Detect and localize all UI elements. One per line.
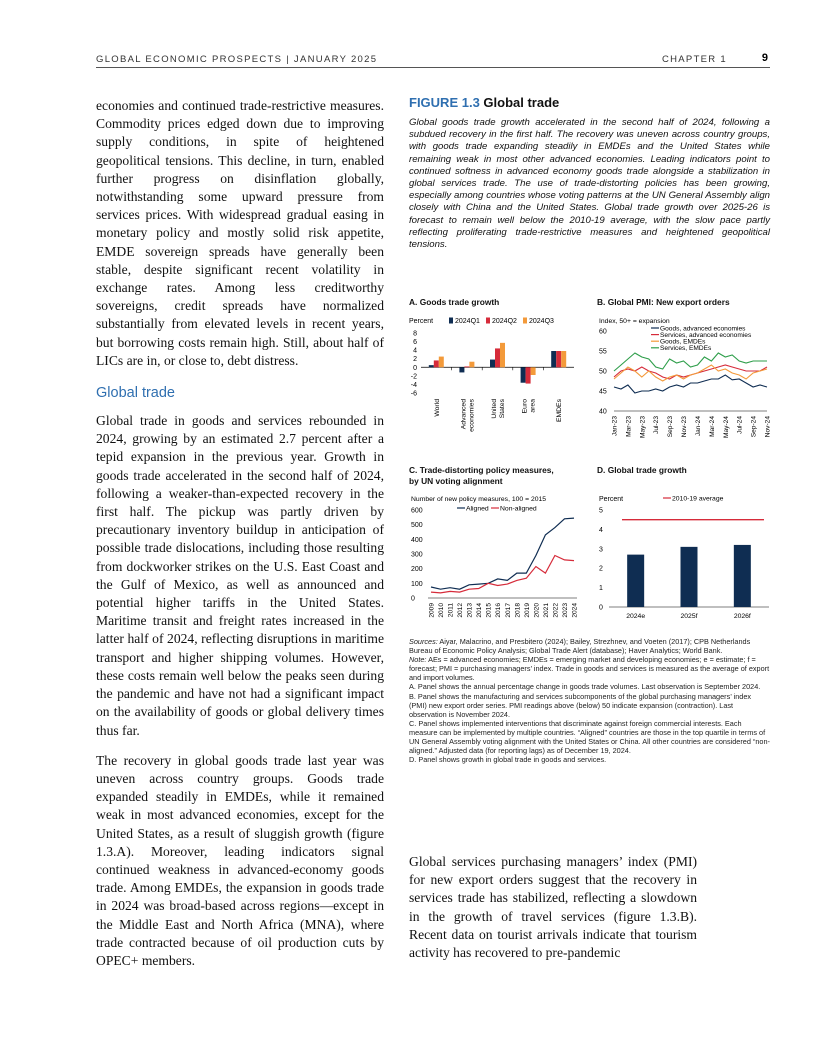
bar-United States-2024Q2 bbox=[495, 348, 500, 367]
chart-panel-c bbox=[409, 490, 589, 630]
paragraph-1: economies and continued trade-restrictive measures. Commodity prices edged down due to improving supply conditions, in spite of heightened geopolitical tensions. This decline, in turn, enabled further progress on disinflation globally, notwithstanding some upward pressure from services prices. With widespread gradual easing in monetary policy and mostly solid risk appetite, EMDE sovereign spreads have generally been stable, despite significant recent volatility in exchange rates. Among less creditworthy sovereigns, credit spreads have normalized substantially from elevated levels in recent years, but borrowing costs remain high. Still, about half of LICs are in, or close to, debt distress. bbox=[96, 98, 384, 368]
bar-United States-2024Q1 bbox=[490, 360, 495, 368]
x-tick-label: May-23 bbox=[639, 416, 647, 438]
bar-Euro area-2024Q2 bbox=[526, 367, 531, 383]
figure-caption: Global goods trade growth accelerated in the second half of 2024, following a subdued recovery in the first half. The recovery was uneven across country groups, with goods trade expanding steadily in EMDEs and the United States while remaining weak in most other advanced economies. Leading indicators point to continued softness in advanced economy goods trade alongside a stabilization in global services trade. The use of trade-distorting policies has been growing, especially among countries whose voting patterns at the UN General Assembly align closely with China and the United States. Global trade growth over 2025-26 is forecast to remain well below the 2010-19 average, with the slow pace partly reflecting proliferating trade-restrictive measures and heightened geopolitical tensions. bbox=[409, 117, 770, 251]
x-tick-label: Jan-23 bbox=[611, 416, 619, 437]
y-tick-label: 2 bbox=[413, 356, 417, 364]
x-tick-label: Nov-24 bbox=[764, 416, 772, 438]
note-label: Note: bbox=[409, 655, 427, 665]
x-tick-label: Jul-23 bbox=[653, 416, 661, 434]
x-tick-label: 2024 bbox=[571, 603, 579, 618]
panel-a-title: A. Goods trade growth bbox=[409, 297, 500, 307]
legend-label-Services, EMDEs: Services, EMDEs bbox=[660, 345, 712, 353]
abbrev-note bbox=[409, 655, 770, 682]
y-tick-label: 55 bbox=[599, 348, 607, 356]
x-tick-label: World bbox=[433, 399, 441, 417]
y-tick-label: 4 bbox=[599, 526, 603, 534]
y-tick-label: 6 bbox=[413, 339, 417, 347]
y-axis-label: Index, 50+ = expansion bbox=[599, 318, 670, 325]
legend-label-Goods, advanced economies: Goods, advanced economies bbox=[660, 325, 746, 333]
x-tick-label: Sep-23 bbox=[667, 416, 675, 438]
y-tick-label: -6 bbox=[410, 390, 417, 398]
sources-label: Sources: bbox=[409, 637, 438, 646]
y-tick-label: 100 bbox=[411, 580, 423, 588]
series-line-Aligned bbox=[431, 518, 574, 589]
running-header bbox=[96, 51, 770, 67]
y-tick-label: 300 bbox=[411, 551, 423, 559]
x-tick-label: Jul-24 bbox=[736, 416, 744, 434]
panel-c-title bbox=[409, 465, 554, 486]
x-tick-label: area bbox=[529, 399, 537, 413]
bar-EMDEs-2024Q1 bbox=[551, 351, 556, 367]
y-tick-label: 0 bbox=[411, 595, 415, 603]
paragraph-3: The recovery in global goods trade last year was uneven across country groups. Goods trade expanded steadily in EMDEs, while it remained weak in most advanced economies, except for the United States, as a result of sluggish growth (figure 1.3.A). Moreover, leading indicators signal continued weakness in advanced-economy goods trade. Among EMDEs, the expansion in goods trade in 2024 was broad-based across regions—except in the Middle East and North Africa (MNA), where trade contracted because of oil production cuts by OPEC+ members. bbox=[96, 752, 384, 968]
x-tick-label: 2026f bbox=[733, 613, 751, 620]
x-tick-label: 2016 bbox=[495, 603, 503, 618]
y-tick-label: 500 bbox=[411, 522, 423, 530]
y-tick-label: 200 bbox=[411, 566, 423, 574]
figure-title bbox=[409, 95, 770, 110]
note-text: AEs = advanced economies; EMDEs = emerging market and developing economies; e = estimate; f = forecast; PMI = purchasing managers’ index. Trade in goods and services is measured as the average of export and import volumes. bbox=[409, 655, 770, 683]
section-heading: Global trade bbox=[96, 385, 175, 402]
sources-text: Aiyar, Malacrino, and Presbitero (2024); Bailey, Strezhnev, and Voeten (2017); CPB Netherlands Bureau of Economic Policy Analysis; Global Trade Alert (database); Haver Analytics; World Bank. bbox=[409, 637, 751, 656]
x-tick-label: 2017 bbox=[504, 603, 512, 618]
bar-2026f bbox=[734, 545, 751, 607]
legend-label-2024Q3: 2024Q3 bbox=[529, 318, 554, 325]
x-tick-label: Sep-24 bbox=[750, 416, 758, 438]
header-rule bbox=[96, 67, 770, 68]
sources-note bbox=[409, 637, 770, 655]
x-tick-label: 2011 bbox=[447, 603, 455, 618]
x-tick-label: EMDEs bbox=[556, 399, 564, 423]
bar-World-2024Q3 bbox=[439, 357, 444, 368]
figure-block bbox=[409, 95, 770, 251]
note-a: A. Panel shows the annual percentage change in goods trade volumes. Last observation is September 2024. bbox=[409, 682, 761, 692]
bar-EMDEs-2024Q3 bbox=[561, 351, 566, 367]
x-tick-label: 2022 bbox=[552, 603, 560, 618]
y-tick-label: 45 bbox=[599, 388, 607, 396]
y-axis-label: Percent bbox=[409, 318, 434, 325]
legend-label-reference: 2010-19 average bbox=[672, 495, 724, 503]
legend-swatch-2024Q2 bbox=[486, 318, 490, 324]
page-number: 9 bbox=[761, 52, 768, 64]
y-tick-label: 8 bbox=[413, 330, 417, 338]
paragraph-2: Global trade in goods and services rebounded in 2024, growing by an estimated 2.7 percent after a tepid expansion in the previous year. Growth in goods trade accelerated in the second half of 2024, following a weaker-than-expected recovery in the first half. The pickup was partly driven by precautionary inventory buildup in anticipation of possible trade dislocations, including those resulting from dockworker strikes on the U.S. East Coast and the Gulf of Mexico, as well as announced and potential higher tariffs in the United States. Maritime transit and freight rates increased in the latter half of 2024, reflecting disruptions in maritime transport and higher shipping volumes. However, these costs remain well below the peaks seen during the pandemic and have not had a significant impact on the availability of goods or global delivery times thus far. bbox=[96, 413, 384, 738]
y-axis-label: Percent bbox=[599, 496, 624, 503]
legend-label-Aligned: Aligned bbox=[466, 505, 489, 513]
y-tick-label: 0 bbox=[413, 364, 417, 372]
y-tick-label: 60 bbox=[599, 328, 607, 336]
x-tick-label: May-24 bbox=[722, 416, 730, 438]
x-tick-label: 2014 bbox=[476, 603, 484, 618]
x-tick-label: 2019 bbox=[523, 603, 531, 618]
legend-label-2024Q1: 2024Q1 bbox=[455, 318, 480, 325]
bar-2025f bbox=[681, 547, 698, 607]
legend-label-Services, advanced economies: Services, advanced economies bbox=[660, 331, 752, 339]
x-tick-label: 2013 bbox=[466, 603, 474, 618]
panel-c-title-line2: by UN voting alignment bbox=[409, 475, 503, 486]
x-tick-label: Euro bbox=[521, 399, 529, 414]
running-header-title: GLOBAL ECONOMIC PROSPECTS | JANUARY 2025 bbox=[96, 54, 378, 65]
y-tick-label: 1 bbox=[599, 585, 603, 593]
note-c: C. Panel shows implemented interventions that discriminate against foreign commercial interests. Each measure can be implemented by multiple countries. “Aligned” countries are those in the top quartile in terms of UN General Assembly voting alignment with the United States or China. All other countries are considered “non-aligned.” Adjusted data (for reporting lags) as of December 19, 2024. bbox=[409, 718, 770, 756]
series-line-Services, EMDEs bbox=[614, 353, 767, 371]
bar-Advanced economies-2024Q2 bbox=[464, 366, 469, 367]
figure-label: FIGURE 1.3 bbox=[409, 95, 480, 110]
series-line-Non-aligned bbox=[431, 556, 574, 593]
figure-notes bbox=[409, 637, 770, 764]
x-tick-label: 2021 bbox=[542, 603, 550, 618]
bar-World-2024Q2 bbox=[434, 360, 439, 367]
bar-Euro area-2024Q1 bbox=[521, 367, 526, 382]
bar-United States-2024Q3 bbox=[500, 343, 505, 367]
y-tick-label: 0 bbox=[599, 604, 603, 612]
panel-c-title-line1: C. Trade-distorting policy measures, bbox=[409, 465, 554, 475]
chart-panel-a bbox=[409, 312, 589, 447]
y-tick-label: 2 bbox=[599, 565, 603, 573]
bar-World-2024Q1 bbox=[429, 365, 434, 367]
y-tick-label: 50 bbox=[599, 368, 607, 376]
y-tick-label: -2 bbox=[410, 373, 417, 381]
bar-Advanced economies-2024Q3 bbox=[469, 362, 474, 368]
x-tick-label: Mar-23 bbox=[625, 416, 633, 437]
y-tick-label: 5 bbox=[599, 507, 603, 515]
x-tick-label: 2010 bbox=[438, 603, 446, 618]
chart-panel-d bbox=[597, 490, 772, 625]
y-tick-label: 600 bbox=[411, 507, 423, 515]
x-tick-label: economies bbox=[468, 399, 476, 432]
y-tick-label: 400 bbox=[411, 536, 423, 544]
y-tick-label: 40 bbox=[599, 408, 607, 416]
x-tick-label: 2025f bbox=[680, 613, 698, 620]
y-tick-label: 4 bbox=[413, 347, 417, 355]
figure-title-text: Global trade bbox=[483, 95, 560, 110]
paragraph-4: Global services purchasing managers’ index (PMI) for new export orders suggest that the recovery in services trade has stabilized, reflecting a slowdown in the growth of travel services (figure 1.3.B). Recent data on tourist arrivals indicate that tourism activity has recovered to pre-pandemic bbox=[409, 854, 697, 961]
x-tick-label: Jan-24 bbox=[694, 416, 702, 437]
bar-Euro area-2024Q3 bbox=[531, 367, 536, 375]
x-tick-label: 2015 bbox=[485, 603, 493, 618]
note-d: D. Panel shows growth in global trade in goods and services. bbox=[409, 755, 607, 765]
x-tick-label: States bbox=[499, 399, 506, 419]
bar-Advanced economies-2024Q1 bbox=[459, 367, 464, 372]
bottom-right-column bbox=[409, 853, 697, 962]
x-tick-label: 2024e bbox=[626, 613, 646, 620]
x-tick-label: 2009 bbox=[428, 603, 436, 618]
legend-swatch-2024Q1 bbox=[449, 318, 453, 324]
legend-label-2024Q2: 2024Q2 bbox=[492, 318, 517, 325]
x-tick-label: 2012 bbox=[457, 603, 465, 618]
y-axis-label: Number of new policy measures, 100 = 2015 bbox=[411, 496, 547, 503]
chapter-label: CHAPTER 1 bbox=[661, 54, 727, 65]
legend-swatch-2024Q3 bbox=[523, 318, 527, 324]
bar-2024e bbox=[627, 555, 644, 607]
x-tick-label: Nov-23 bbox=[681, 416, 689, 438]
panel-b-title: B. Global PMI: New export orders bbox=[597, 297, 730, 307]
x-tick-label: Advanced bbox=[460, 399, 468, 430]
bar-EMDEs-2024Q2 bbox=[556, 351, 561, 367]
left-column bbox=[96, 97, 384, 970]
y-tick-label: 3 bbox=[599, 546, 603, 554]
panel-d-title: D. Global trade growth bbox=[597, 465, 687, 475]
x-tick-label: United bbox=[491, 399, 498, 419]
legend-label-Non-aligned: Non-aligned bbox=[500, 505, 537, 513]
x-tick-label: 2023 bbox=[561, 603, 569, 618]
x-tick-label: 2018 bbox=[514, 603, 522, 618]
note-b: B. Panel shows the manufacturing and services subcomponents of the global purchasing managers’ index (PMI) new export order series. PMI readings above (below) 50 indicate expansion (contraction). Last observation is November 2024. bbox=[409, 691, 752, 719]
x-tick-label: 2020 bbox=[533, 603, 541, 618]
x-tick-label: Mar-24 bbox=[708, 416, 716, 437]
legend-label-Goods, EMDEs: Goods, EMDEs bbox=[660, 338, 706, 346]
chart-panel-b bbox=[597, 312, 772, 447]
y-tick-label: -4 bbox=[410, 381, 417, 389]
